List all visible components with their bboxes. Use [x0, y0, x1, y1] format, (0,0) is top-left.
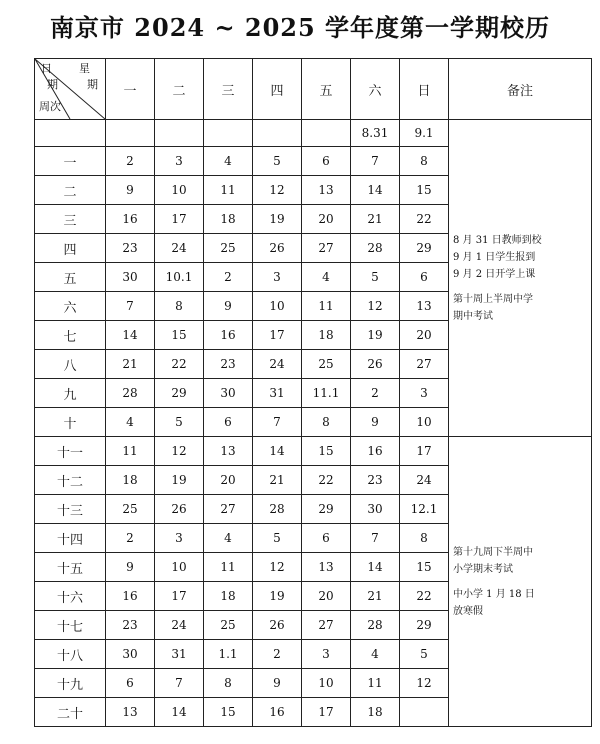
- date-cell: 4: [106, 408, 155, 437]
- week-number-cell: 十四: [35, 524, 106, 553]
- date-cell: 24: [155, 611, 204, 640]
- corner-label-zhouci: 周次: [39, 100, 61, 113]
- date-cell: 11.1: [302, 379, 351, 408]
- note-line: 放寒假: [453, 605, 483, 617]
- date-cell: 29: [400, 611, 449, 640]
- date-cell: 30: [106, 640, 155, 669]
- date-cell: 26: [253, 611, 302, 640]
- date-cell: 18: [106, 466, 155, 495]
- notes-header: 备注: [449, 59, 592, 120]
- date-cell: 2: [351, 379, 400, 408]
- date-cell: 25: [204, 611, 253, 640]
- note-line: 小学期末考试: [453, 563, 513, 575]
- date-cell: 15: [155, 321, 204, 350]
- date-cell: [155, 120, 204, 147]
- date-cell: 24: [400, 466, 449, 495]
- week-number-cell: 三: [35, 205, 106, 234]
- date-cell: 16: [204, 321, 253, 350]
- week-number-cell: 十一: [35, 437, 106, 466]
- date-cell: 8: [302, 408, 351, 437]
- calendar-row: [35, 120, 592, 147]
- date-cell: 12: [253, 176, 302, 205]
- date-cell: 11: [106, 437, 155, 466]
- date-cell: 19: [351, 321, 400, 350]
- date-cell: 21: [351, 582, 400, 611]
- date-cell: 16: [106, 205, 155, 234]
- week-number-cell: 十八: [35, 640, 106, 669]
- week-number-cell: 四: [35, 234, 106, 263]
- date-cell: 17: [302, 698, 351, 727]
- date-cell: 4: [204, 524, 253, 553]
- date-cell: 30: [351, 495, 400, 524]
- date-cell: 17: [253, 321, 302, 350]
- week-number-cell: 八: [35, 350, 106, 379]
- week-number-cell: [35, 120, 106, 147]
- week-number-cell: 十: [35, 408, 106, 437]
- date-cell: 11: [351, 669, 400, 698]
- date-cell: 12: [253, 553, 302, 582]
- date-cell: 5: [253, 524, 302, 553]
- date-cell: 2: [106, 147, 155, 176]
- note-line: 第十九周下半周中: [453, 546, 533, 558]
- day-header-mon: 一: [106, 59, 155, 120]
- date-cell: 18: [204, 205, 253, 234]
- corner-label-ri: 日: [41, 62, 52, 75]
- day-header-fri: 五: [302, 59, 351, 120]
- date-cell: 10: [302, 669, 351, 698]
- date-cell: 3: [155, 147, 204, 176]
- date-cell: 25: [302, 350, 351, 379]
- corner-label-qi2: 期: [87, 78, 98, 91]
- date-cell: 9: [106, 176, 155, 205]
- day-header-wed: 三: [204, 59, 253, 120]
- note-line: 9 月 1 日学生报到: [453, 251, 536, 263]
- date-cell: 11: [204, 176, 253, 205]
- date-cell: 10.1: [155, 263, 204, 292]
- date-cell: 23: [106, 611, 155, 640]
- date-cell: 4: [351, 640, 400, 669]
- date-cell: 15: [204, 698, 253, 727]
- date-cell: 17: [400, 437, 449, 466]
- date-cell: 27: [204, 495, 253, 524]
- date-cell: 18: [302, 321, 351, 350]
- date-cell: 22: [400, 582, 449, 611]
- corner-label-xing: 星: [79, 62, 90, 75]
- day-header-sat: 六: [351, 59, 400, 120]
- date-cell: 8: [204, 669, 253, 698]
- week-number-cell: 六: [35, 292, 106, 321]
- date-cell: 7: [253, 408, 302, 437]
- date-cell: 27: [302, 611, 351, 640]
- date-cell: 29: [155, 379, 204, 408]
- date-cell: 20: [204, 466, 253, 495]
- date-cell: 4: [302, 263, 351, 292]
- date-cell: 6: [400, 263, 449, 292]
- date-cell: 3: [400, 379, 449, 408]
- date-cell: 16: [106, 582, 155, 611]
- date-cell: 17: [155, 582, 204, 611]
- date-cell: 2: [204, 263, 253, 292]
- note-line: 8 月 31 日教师到校: [453, 234, 542, 246]
- date-cell: 28: [351, 234, 400, 263]
- date-cell: 23: [106, 234, 155, 263]
- date-cell: 8: [400, 524, 449, 553]
- date-cell: 2: [106, 524, 155, 553]
- date-cell: 25: [204, 234, 253, 263]
- date-cell: 23: [204, 350, 253, 379]
- date-cell: 7: [351, 147, 400, 176]
- date-cell: 30: [204, 379, 253, 408]
- date-cell: 3: [253, 263, 302, 292]
- date-cell: 5: [253, 147, 302, 176]
- date-cell: 4: [204, 147, 253, 176]
- date-cell: 21: [351, 205, 400, 234]
- date-cell: [302, 120, 351, 147]
- date-cell: 9: [106, 553, 155, 582]
- date-cell: 15: [400, 553, 449, 582]
- date-cell: 1.1: [204, 640, 253, 669]
- date-cell: 10: [155, 553, 204, 582]
- date-cell: 24: [253, 350, 302, 379]
- day-header-thu: 四: [253, 59, 302, 120]
- date-cell: 6: [204, 408, 253, 437]
- date-cell: 20: [302, 205, 351, 234]
- date-cell: 15: [400, 176, 449, 205]
- date-cell: 6: [106, 669, 155, 698]
- week-number-cell: 十二: [35, 466, 106, 495]
- date-cell: 5: [351, 263, 400, 292]
- note-spacer: [453, 283, 587, 291]
- date-cell: 3: [155, 524, 204, 553]
- date-cell: 14: [155, 698, 204, 727]
- date-cell: 31: [155, 640, 204, 669]
- date-cell: 10: [253, 292, 302, 321]
- date-cell: 18: [351, 698, 400, 727]
- week-number-cell: 十六: [35, 582, 106, 611]
- date-cell: 9: [204, 292, 253, 321]
- date-cell: 2: [253, 640, 302, 669]
- table-header-row: [35, 59, 592, 120]
- date-cell: 28: [351, 611, 400, 640]
- date-cell: 13: [204, 437, 253, 466]
- date-cell: 18: [204, 582, 253, 611]
- date-cell: 5: [155, 408, 204, 437]
- date-cell: 16: [253, 698, 302, 727]
- date-cell: 9.1: [400, 120, 449, 147]
- date-cell: 26: [253, 234, 302, 263]
- date-cell: 10: [400, 408, 449, 437]
- week-number-cell: 二: [35, 176, 106, 205]
- date-cell: 9: [253, 669, 302, 698]
- week-number-cell: 二十: [35, 698, 106, 727]
- date-cell: 12.1: [400, 495, 449, 524]
- date-cell: 13: [302, 176, 351, 205]
- date-cell: 11: [204, 553, 253, 582]
- date-cell: 20: [400, 321, 449, 350]
- date-cell: 28: [253, 495, 302, 524]
- notes-cell-second-half: [449, 437, 592, 727]
- date-cell: 22: [155, 350, 204, 379]
- date-cell: [106, 120, 155, 147]
- note-line: 中小学 1 月 18 日: [453, 588, 535, 600]
- date-cell: 22: [400, 205, 449, 234]
- date-cell: 10: [155, 176, 204, 205]
- date-cell: 13: [400, 292, 449, 321]
- date-cell: 5: [400, 640, 449, 669]
- date-cell: 13: [106, 698, 155, 727]
- date-cell: [253, 120, 302, 147]
- date-cell: 12: [400, 669, 449, 698]
- date-cell: 6: [302, 147, 351, 176]
- date-cell: 19: [253, 205, 302, 234]
- day-header-sun: 日: [400, 59, 449, 120]
- week-number-cell: 十三: [35, 495, 106, 524]
- date-cell: [400, 698, 449, 727]
- date-cell: 8: [155, 292, 204, 321]
- date-cell: 13: [302, 553, 351, 582]
- note-line: 期中考试: [453, 310, 493, 322]
- corner-header-cell: [35, 59, 106, 120]
- week-number-cell: 十七: [35, 611, 106, 640]
- date-cell: 25: [106, 495, 155, 524]
- calendar-row: [35, 437, 592, 466]
- school-calendar-table: [34, 58, 592, 727]
- date-cell: 29: [400, 234, 449, 263]
- note-line: 第十周上半周中学: [453, 293, 533, 305]
- date-cell: [204, 120, 253, 147]
- week-number-cell: 五: [35, 263, 106, 292]
- date-cell: 15: [302, 437, 351, 466]
- date-cell: 20: [302, 582, 351, 611]
- date-cell: 27: [302, 234, 351, 263]
- day-header-tue: 二: [155, 59, 204, 120]
- week-number-cell: 十五: [35, 553, 106, 582]
- date-cell: 3: [302, 640, 351, 669]
- date-cell: 28: [106, 379, 155, 408]
- date-cell: 14: [351, 553, 400, 582]
- note-spacer: [453, 578, 587, 586]
- date-cell: 7: [351, 524, 400, 553]
- date-cell: 19: [155, 466, 204, 495]
- date-cell: 14: [351, 176, 400, 205]
- week-number-cell: 一: [35, 147, 106, 176]
- date-cell: 23: [351, 466, 400, 495]
- date-cell: 26: [155, 495, 204, 524]
- date-cell: 11: [302, 292, 351, 321]
- date-cell: 8: [400, 147, 449, 176]
- date-cell: 8.31: [351, 120, 400, 147]
- date-cell: 24: [155, 234, 204, 263]
- date-cell: 30: [106, 263, 155, 292]
- corner-label-qi1: 期: [47, 78, 58, 91]
- date-cell: 12: [155, 437, 204, 466]
- date-cell: 9: [351, 408, 400, 437]
- date-cell: 19: [253, 582, 302, 611]
- date-cell: 12: [351, 292, 400, 321]
- notes-cell-first-half: [449, 120, 592, 437]
- date-cell: 7: [106, 292, 155, 321]
- date-cell: 21: [106, 350, 155, 379]
- date-cell: 16: [351, 437, 400, 466]
- date-cell: 14: [253, 437, 302, 466]
- date-cell: 26: [351, 350, 400, 379]
- week-number-cell: 九: [35, 379, 106, 408]
- date-cell: 29: [302, 495, 351, 524]
- date-cell: 21: [253, 466, 302, 495]
- date-cell: 14: [106, 321, 155, 350]
- date-cell: 17: [155, 205, 204, 234]
- date-cell: 7: [155, 669, 204, 698]
- week-number-cell: 七: [35, 321, 106, 350]
- week-number-cell: 十九: [35, 669, 106, 698]
- date-cell: 31: [253, 379, 302, 408]
- date-cell: 6: [302, 524, 351, 553]
- date-cell: 22: [302, 466, 351, 495]
- date-cell: 27: [400, 350, 449, 379]
- page-title: 南京市 2024 ~ 2025 学年度第一学期校历: [49, 13, 551, 42]
- note-line: 9 月 2 日开学上课: [453, 268, 536, 280]
